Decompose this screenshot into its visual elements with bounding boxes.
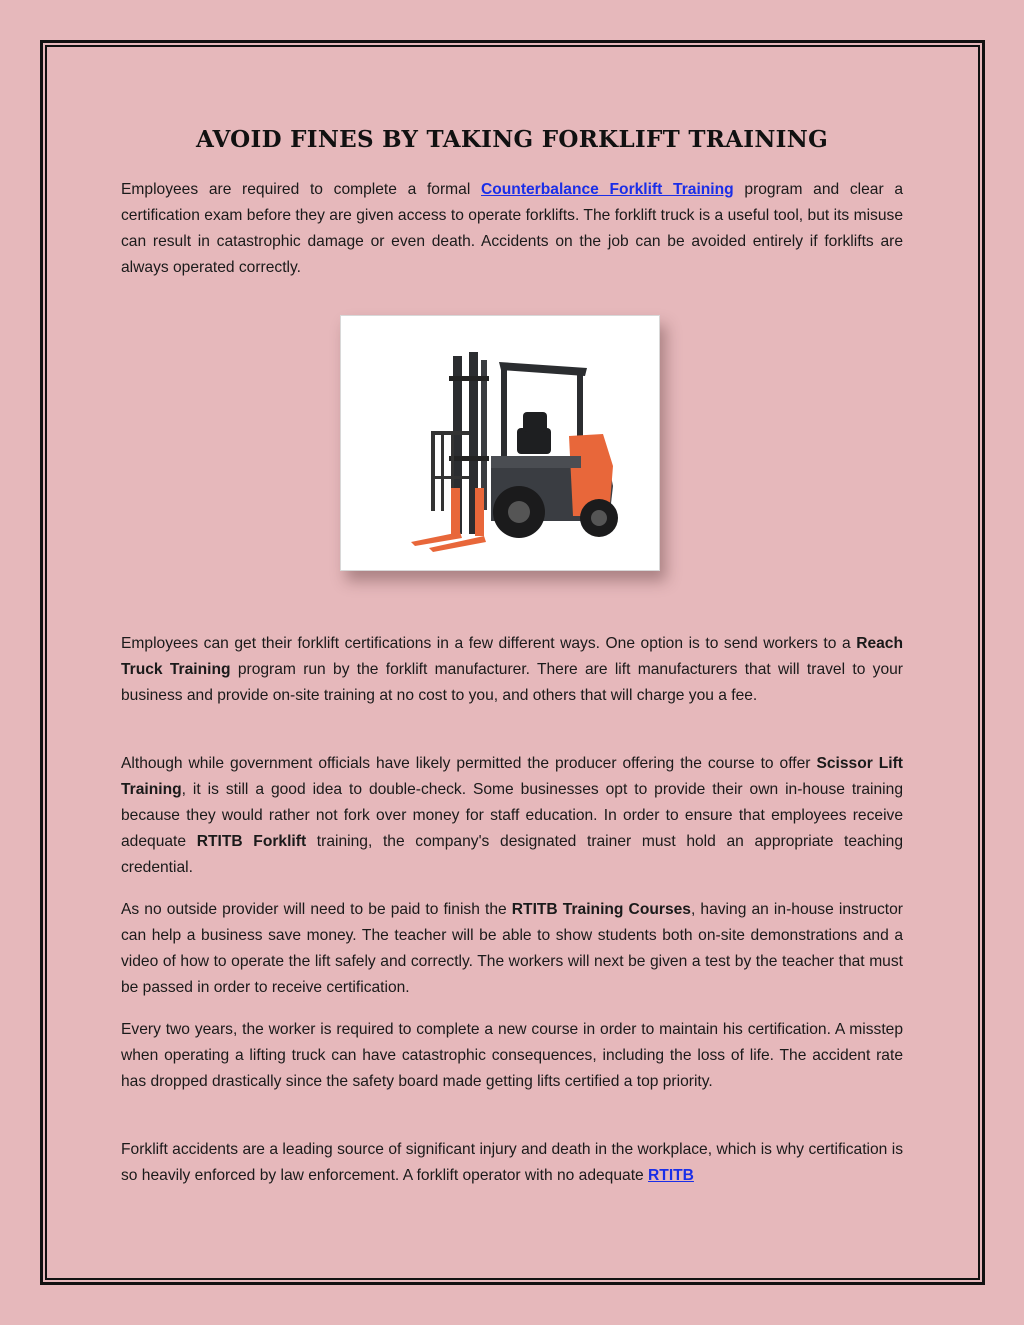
paragraph-2 xyxy=(121,631,903,709)
counterbalance-training-link[interactable]: Counterbalance Forklift Training xyxy=(480,181,734,198)
paragraph-5 xyxy=(121,1017,903,1095)
rtitb-link[interactable]: RTITB xyxy=(648,1167,694,1184)
paragraph-1 xyxy=(121,177,903,281)
paragraph-2-text-a: Employees can get their forklift certifications in a few different ways. One option is to send workers to a xyxy=(121,635,857,652)
paragraph-3-text-c: training, the company's designated trainer must hold an appropriate teaching credential. xyxy=(121,833,903,876)
reach-truck-training-term: Reach Truck Training xyxy=(121,635,903,678)
paragraph-1-text-a: Employees are required to complete a formal xyxy=(121,181,481,198)
paragraph-5-text: Every two years, the worker is required to complete a new course in order to maintain his certification. A misstep when operating a lifting truck can have catastrophic consequences, including the loss of life. The accident rate has dropped drastically since the safety board made getting lifts certified a top priority. xyxy=(121,1021,903,1090)
document-title: AVOID FINES BY TAKING FORKLIFT TRAINING xyxy=(195,126,829,153)
paragraph-3-text-b: , it is still a good idea to double-check. Some businesses opt to provide their own in-house training because they would rather not fork over money for staff education. In order to ensure that employees receive adequate xyxy=(121,781,903,850)
rtitb-forklift-term: RTITB Forklift xyxy=(196,833,307,850)
forklift-icon xyxy=(341,316,659,570)
paragraph-3 xyxy=(121,751,903,881)
paragraph-6 xyxy=(121,1137,903,1189)
paragraph-4 xyxy=(121,897,903,1001)
paragraph-1-text-b: program and clear a certification exam before they are given access to operate forklifts. The forklift truck is a useful tool, but its misuse can result in catastrophic damage or even death. Accidents on the job can be avoided entirely if forklifts are always operated correctly. xyxy=(121,181,904,276)
scissor-lift-training-term: Scissor Lift Training xyxy=(121,755,904,798)
paragraph-3-text-a: Although while government officials have likely permitted the producer offering the course to offer xyxy=(121,755,817,772)
rtitb-training-courses-term: RTITB Training Courses xyxy=(511,901,691,918)
paragraph-2-text-b: program run by the forklift manufacturer. There are lift manufacturers that will travel to your business and provide on-site training at no cost to you, and others that will charge you a fee. xyxy=(121,661,903,704)
paragraph-4-text-a: As no outside provider will need to be paid to finish the xyxy=(121,901,512,918)
paragraph-6-text-a: Forklift accidents are a leading source of significant injury and death in the workplace, which is why certification is so heavily enforced by law enforcement. A forklift operator with no adequate xyxy=(121,1141,903,1184)
forklift-image xyxy=(340,315,660,571)
paragraph-4-text-b: , having an in-house instructor can help a business save money. The teacher will be able to show students both on-site demonstrations and a video of how to operate the lift safely and correctly. The workers will next be given a test by the teacher that must be passed in order to receive certification. xyxy=(121,901,903,996)
